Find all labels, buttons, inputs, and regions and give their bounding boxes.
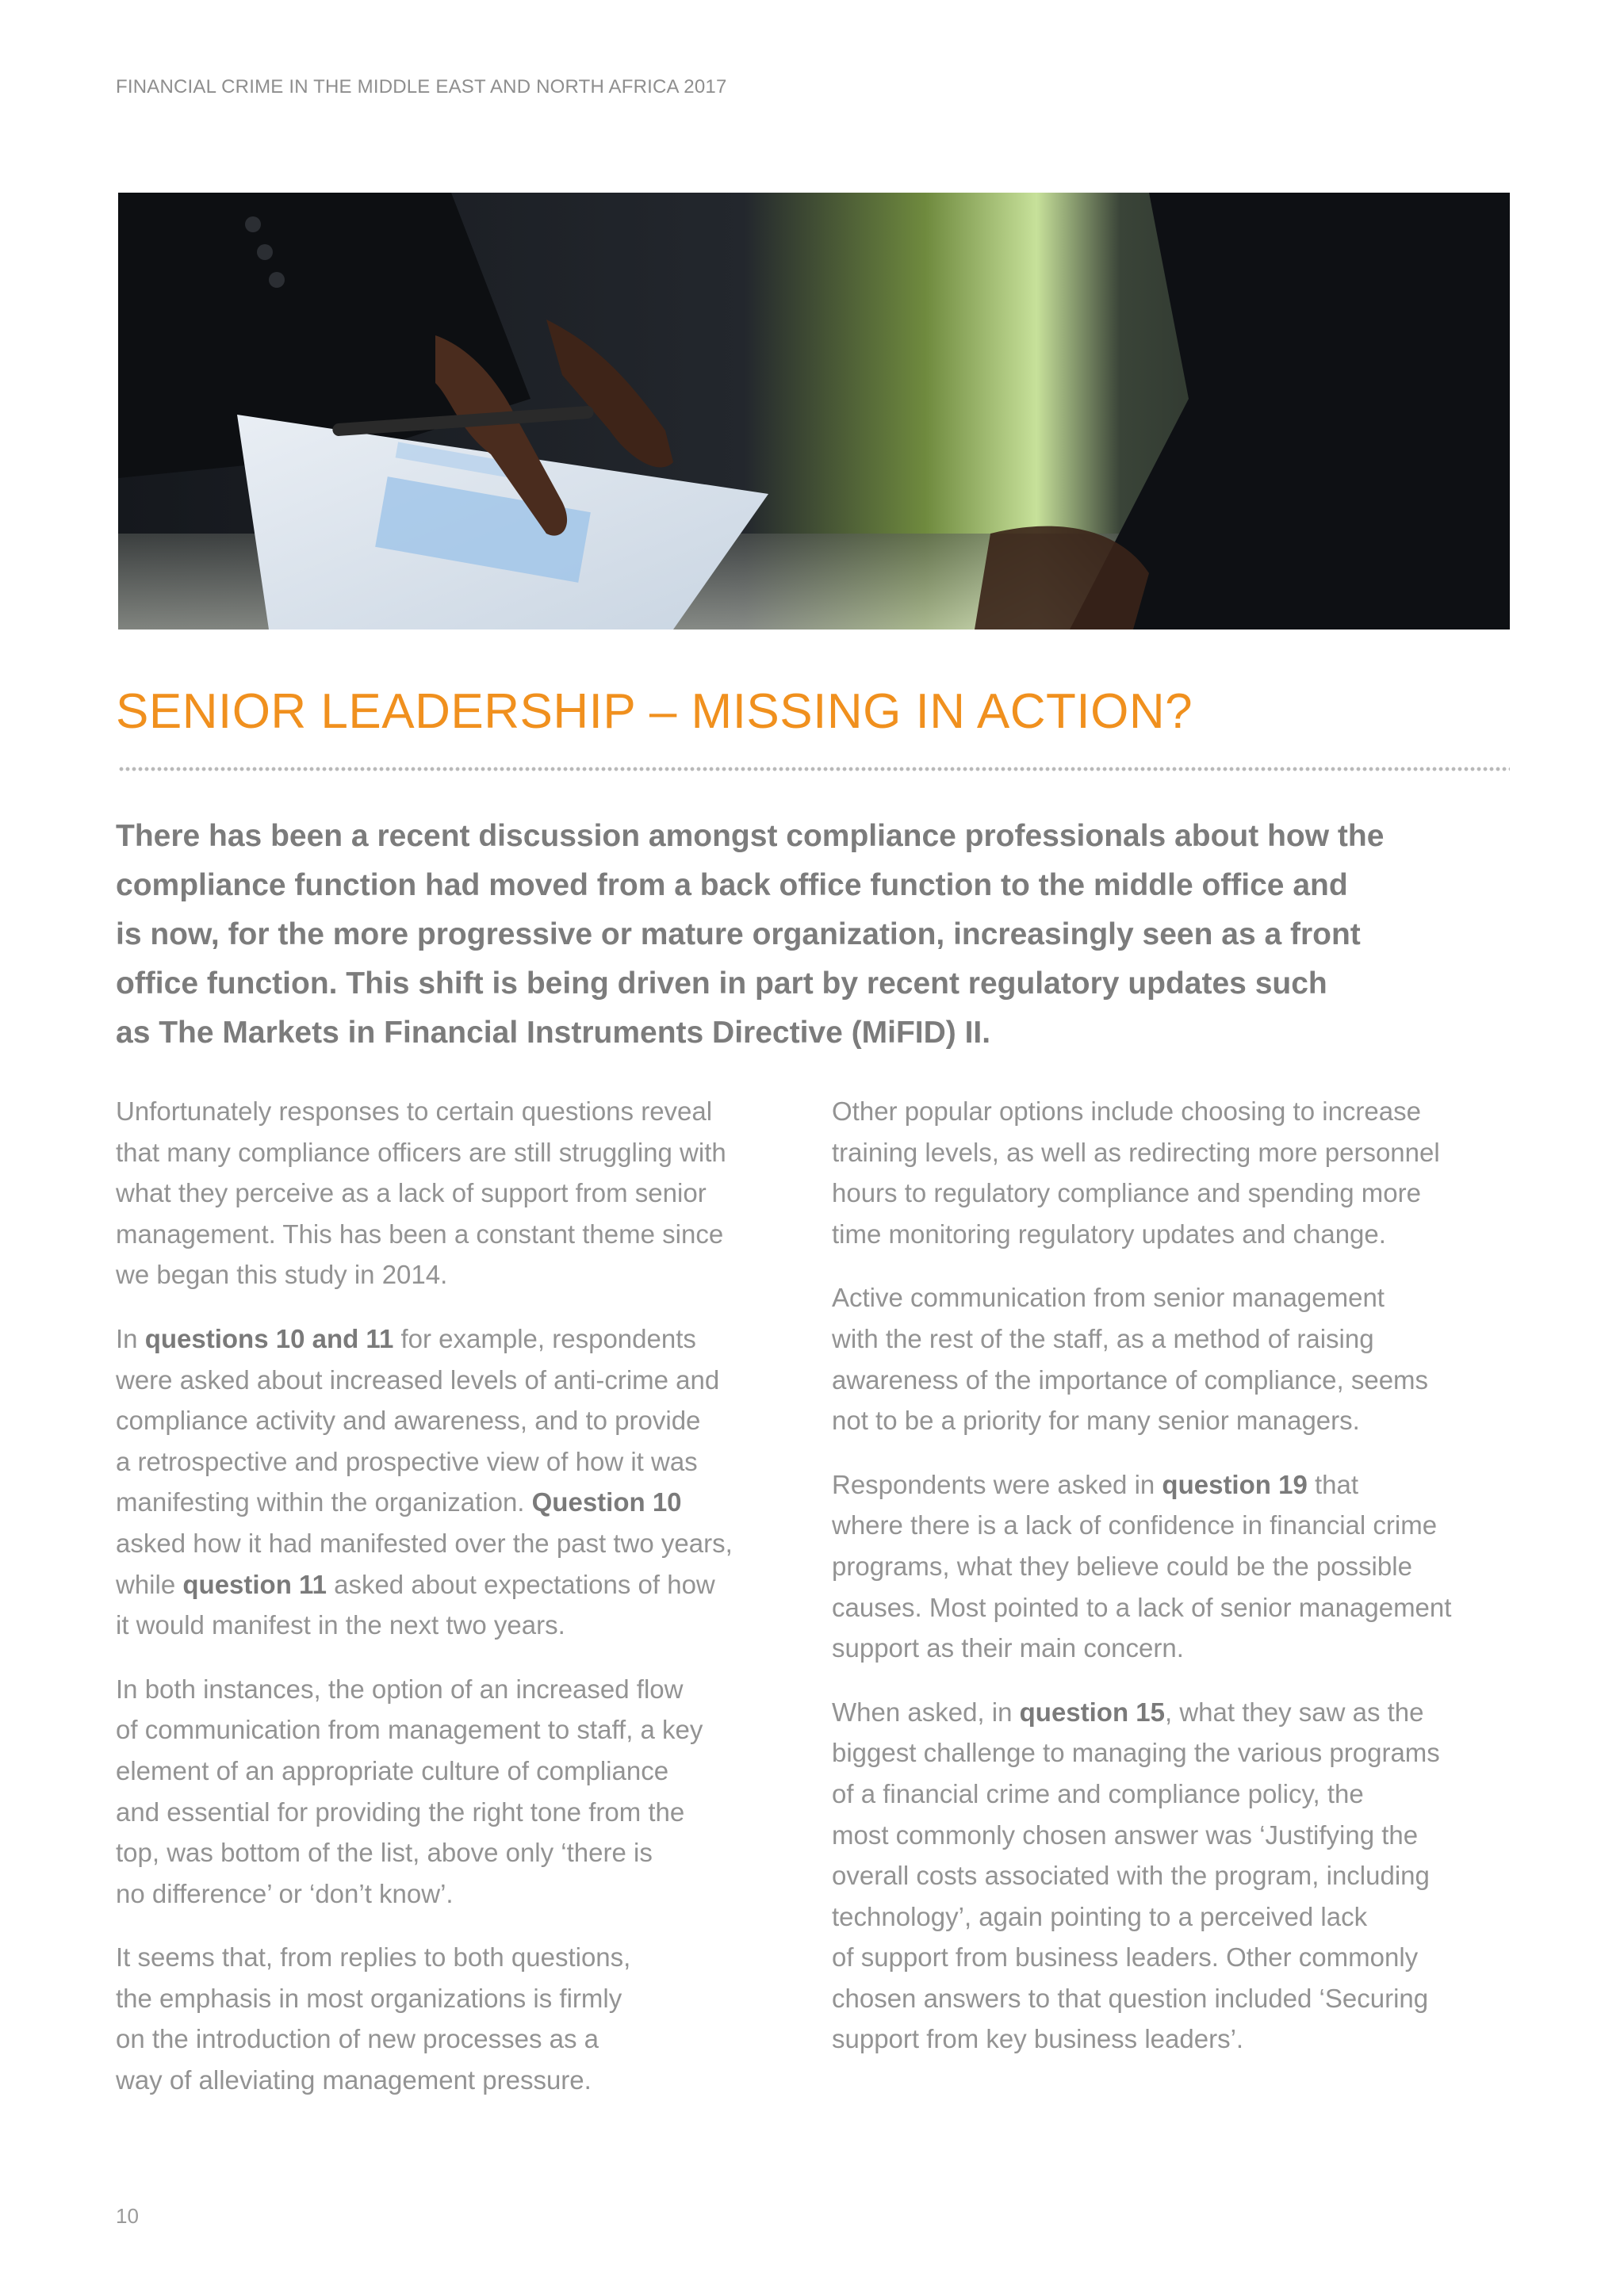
- text-run: When asked, in: [832, 1697, 1020, 1727]
- text-line: not to be a priority for many senior managers.: [832, 1406, 1360, 1436]
- text-line: it would manifest in the next two years.: [116, 1610, 565, 1640]
- text-run: asked about expectations of how: [326, 1569, 715, 1599]
- intro-line: is now, for the more progressive or mature organization, increasingly seen as a front: [116, 917, 1361, 951]
- text-line: that many compliance officers are still struggling with: [116, 1137, 726, 1167]
- text-line: with the rest of the staff, as a method of raising: [832, 1323, 1374, 1353]
- photo-hands-document-icon: [118, 193, 1510, 629]
- question-reference: Question 10: [531, 1487, 682, 1517]
- question-reference: question 19: [1162, 1469, 1308, 1499]
- question-reference: question 11: [182, 1569, 327, 1599]
- text-line: [832, 1464, 1514, 1506]
- text-line: asked how it had manifested over the past two years,: [116, 1528, 733, 1558]
- text-run: manifesting within the organization.: [116, 1487, 532, 1517]
- body-paragraph: [116, 1669, 798, 1915]
- text-line: the emphasis in most organizations is firmly: [116, 1983, 622, 2013]
- text-line: [116, 1482, 798, 1523]
- text-line: way of alleviating management pressure.: [116, 2065, 592, 2095]
- text-line: on the introduction of new processes as a: [116, 2024, 599, 2054]
- text-line: most commonly chosen answer was ‘Justifying the: [832, 1820, 1419, 1850]
- text-run: that: [1307, 1469, 1359, 1499]
- text-line: support from key business leaders’.: [832, 2024, 1244, 2054]
- intro-line: compliance function had moved from a back office function to the middle office and: [116, 868, 1348, 902]
- left-column: [116, 1091, 798, 2124]
- text-line: of a financial crime and compliance policy, the: [832, 1778, 1364, 1808]
- page-number: 10: [116, 2204, 139, 2228]
- text-line: [116, 1564, 798, 1605]
- text-line: chosen answers to that question included ‘Securing: [832, 1983, 1429, 2013]
- text-line: technology’, again pointing to a perceived lack: [832, 1901, 1368, 1931]
- text-line: overall costs associated with the program, including: [832, 1861, 1430, 1891]
- text-line: no difference’ or ‘don’t know’.: [116, 1878, 454, 1908]
- text-line: time monitoring regulatory updates and change.: [832, 1219, 1386, 1249]
- text-line: a retrospective and prospective view of how it was: [116, 1446, 698, 1476]
- body-paragraph: [832, 1277, 1514, 1441]
- question-reference: question 15: [1019, 1697, 1165, 1727]
- text-line: of communication from management to staff, a key: [116, 1715, 703, 1745]
- text-line: Other popular options include choosing to increase: [832, 1096, 1421, 1126]
- text-line: and essential for providing the right tone from the: [116, 1797, 685, 1827]
- text-run: while: [116, 1569, 183, 1599]
- text-line: [116, 1318, 798, 1360]
- text-line: hours to regulatory compliance and spending more: [832, 1178, 1421, 1208]
- text-line: It seems that, from replies to both questions,: [116, 1942, 631, 1973]
- text-line: we began this study in 2014.: [116, 1260, 448, 1290]
- section-title: SENIOR LEADERSHIP – MISSING IN ACTION?: [116, 684, 1193, 739]
- body-paragraph: [832, 1464, 1514, 1669]
- text-line: In both instances, the option of an increased flow: [116, 1674, 684, 1704]
- intro-line: There has been a recent discussion amongst compliance professionals about how the: [116, 819, 1385, 853]
- body-paragraph: [116, 1937, 798, 2100]
- dotted-divider: [118, 766, 1510, 772]
- text-line: what they perceive as a lack of support from senior: [116, 1178, 707, 1208]
- question-reference: questions 10 and 11: [144, 1323, 394, 1353]
- text-line: [832, 1692, 1514, 1733]
- text-line: training levels, as well as redirecting more personnel: [832, 1137, 1440, 1167]
- body-paragraph: [832, 1692, 1514, 2060]
- right-column: [832, 1091, 1514, 2083]
- text-line: Unfortunately responses to certain questions reveal: [116, 1096, 713, 1126]
- text-line: awareness of the importance of compliance, seems: [832, 1364, 1429, 1395]
- text-line: top, was bottom of the list, above only ‘there is: [116, 1838, 653, 1868]
- intro-line: as The Markets in Financial Instruments Directive (MiFID) II.: [116, 1016, 991, 1050]
- text-run: Respondents were asked in: [832, 1469, 1162, 1499]
- hero-image: [118, 193, 1510, 629]
- text-run: , what they saw as the: [1165, 1697, 1424, 1727]
- text-line: management. This has been a constant theme since: [116, 1219, 724, 1249]
- text-line: Active communication from senior management: [832, 1283, 1385, 1313]
- text-line: programs, what they believe could be the possible: [832, 1551, 1412, 1581]
- text-line: element of an appropriate culture of compliance: [116, 1755, 669, 1785]
- intro-paragraph: [116, 812, 1464, 1058]
- text-run: In: [116, 1323, 145, 1353]
- text-line: compliance activity and awareness, and to provide: [116, 1406, 701, 1436]
- text-line: where there is a lack of confidence in financial crime: [832, 1510, 1438, 1540]
- text-line: of support from business leaders. Other commonly: [832, 1942, 1419, 1973]
- text-line: support as their main concern.: [832, 1633, 1184, 1663]
- text-line: were asked about increased levels of anti-crime and: [116, 1364, 720, 1395]
- text-line: causes. Most pointed to a lack of senior management: [832, 1592, 1452, 1622]
- body-paragraph: [832, 1091, 1514, 1254]
- text-run: for example, respondents: [393, 1323, 696, 1353]
- body-paragraph: [116, 1091, 798, 1295]
- intro-line: office function. This shift is being driven in part by recent regulatory updates such: [116, 966, 1327, 1001]
- running-header: FINANCIAL CRIME IN THE MIDDLE EAST AND NORTH AFRICA 2017: [116, 76, 727, 98]
- text-line: biggest challenge to managing the various programs: [832, 1738, 1440, 1768]
- body-paragraph: [116, 1318, 798, 1646]
